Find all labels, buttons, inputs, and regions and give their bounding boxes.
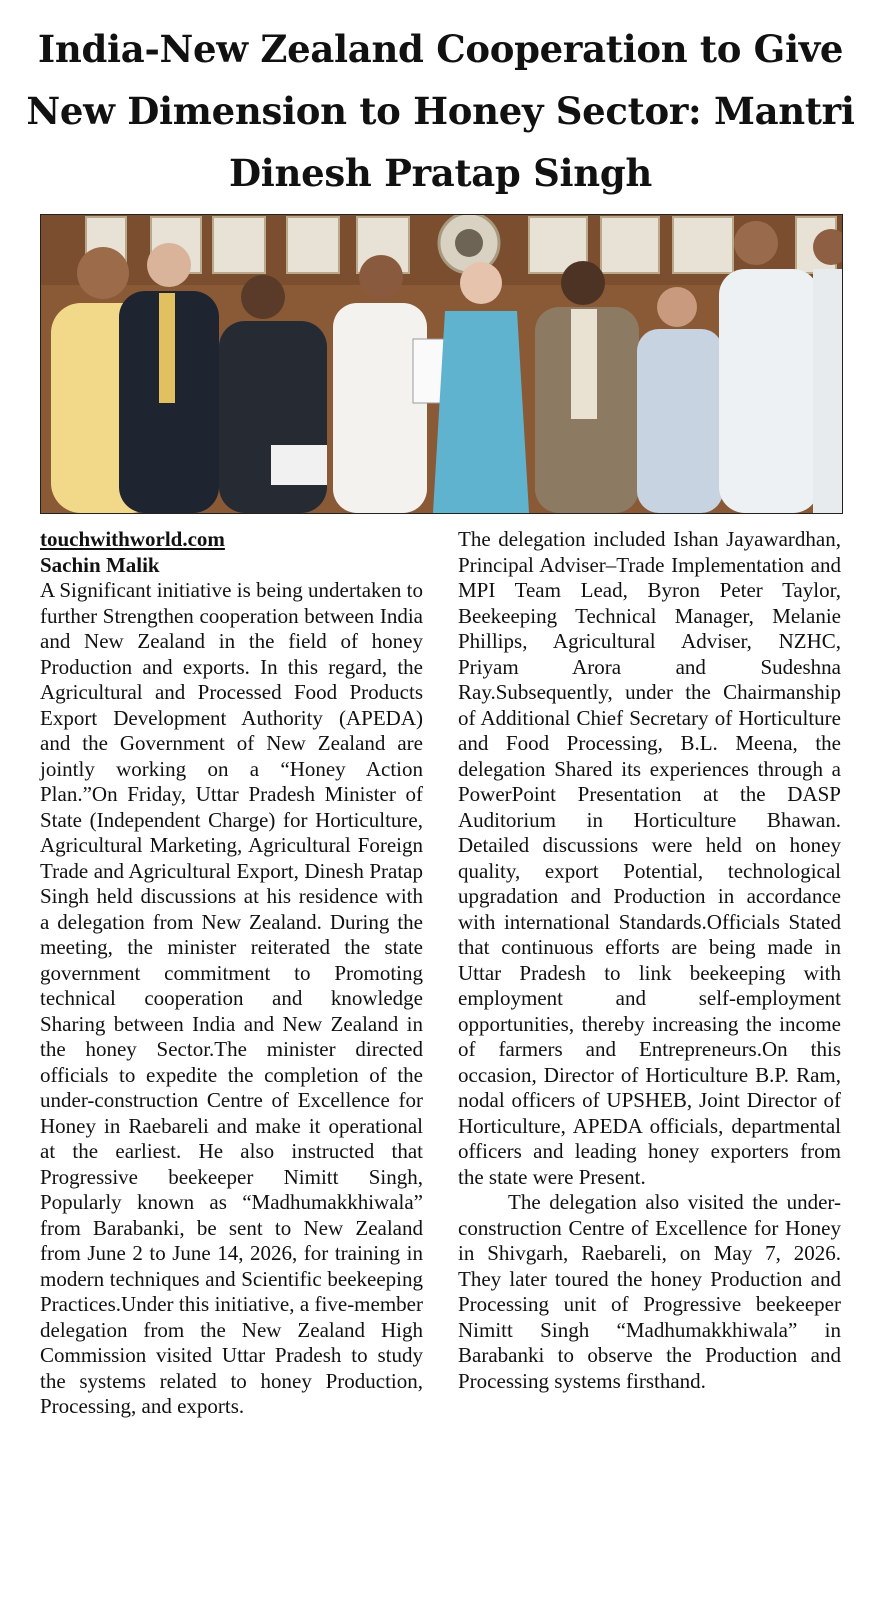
source-link[interactable]: touchwithworld.com — [40, 527, 225, 551]
byline: Sachin Malik — [40, 552, 160, 577]
article-column-right — [458, 527, 841, 1394]
article-paragraph-3: The delegation also visited the under-construction Centre of Excellence for Honey in Shivgarh, Raebareli, on May 7, 2026. They later toured the honey Production and Processing unit of Progressive beekeeper Nimitt Singh “Madhumakkhiwala” in Barabanki to observe the Production and Processing systems firsthand. — [458, 1190, 841, 1393]
article-paragraph-1: A Significant initiative is being undertaken to further Strengthen cooperation between India and New Zealand in the field of honey Production and exports. In this regard, the Agricultural and Processed Food Products Export Development Authority (APEDA) and the Government of New Zealand are jointly working on a “Honey Action Plan.”On Friday, Uttar Pradesh Minister of State (Independent Charge) for Horticulture, Agricultural Marketing, Agricultural Foreign Trade and Agricultural Export, Dinesh Pratap Singh held discussions at his residence with a delegation from New Zealand. During the meeting, the minister reiterated the state government commitment to Promoting technical cooperation and knowledge Sharing between India and New Zealand in the honey Sector.The minister directed officials to expedite the completion of the under-construction Centre of Excellence for Honey in Raebareli and make it operational at the earliest. He also instructed that Progressive beekeeper Nimitt Singh, Popularly known as “Madhumakkhiwala” from Barabanki, be sent to New Zealand from June 2 to June 14, 2026, for training in modern techniques and Scientific beekeeping Practices.Under this initiative, a five-member delegation from the New Zealand High Commission visited Uttar Pradesh to study the systems related to honey Production, Processing, and exports. — [40, 578, 423, 1418]
headline: India-New Zealand Cooperation to Give New Dimension to Honey Sector: Mantri Dinesh Pratap Singh — [26, 27, 855, 195]
article-column-left — [40, 527, 423, 1420]
article-paragraph-2: The delegation included Ishan Jayawardhan, Principal Adviser–Trade Implementation and MPI Team Lead, Byron Peter Taylor, Beekeeping Technical Manager, Melanie Phillips, Agricultural Adviser, NZHC, Priyam Arora and Sudeshna Ray.Subsequently, under the Chairmanship of Additional Chief Secretary of Horticulture and Food Processing, B.L. Meena, the delegation Shared its experiences through a PowerPoint Presentation at the DASP Auditorium in Horticulture Bhawan. Detailed discussions were held on honey quality, export Potential, technological upgradation and Production in accordance with international Standards.Officials Stated that continuous efforts are being made in Uttar Pradesh to link beekeeping with employment and self-employment opportunities, thereby increasing the income of farmers and Entrepreneurs.On this occasion, Director of Horticulture B.P. Ram, nodal officers of UPSHEB, Joint Director of Horticulture, APEDA officials, departmental officers and leading honey exporters from the state were Present. — [458, 527, 841, 1189]
article-photo — [40, 214, 843, 514]
